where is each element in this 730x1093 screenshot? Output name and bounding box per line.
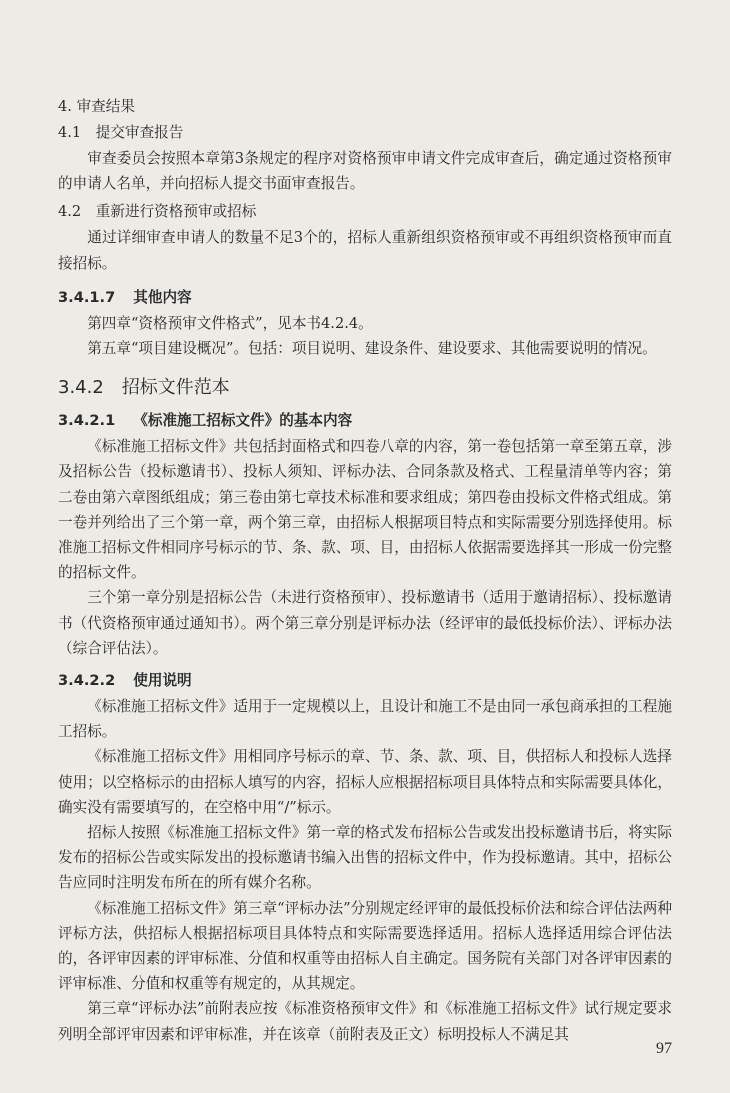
heading-number: 3.4.1.7: [58, 288, 116, 306]
heading-number: 3.4.2.1: [58, 412, 116, 430]
page-number: 97: [656, 1040, 672, 1057]
heading-number: 3.4.2: [58, 377, 104, 399]
section-4-2-body: 通过详细审查申请人的数量不足3个的，招标人重新组织资格预审或不再组织资格预审而直接招标。: [58, 229, 672, 272]
section-4-2-heading: 4.2 重新进行资格预审或招标: [58, 203, 257, 221]
paragraph: 第三章“评标办法”前附表应按《标准资格预审文件》和《标准施工招标文件》试行规定要求列明全部评审因素和评审标准，并在该章（前附表及正文）标明投标人不满足其: [58, 1000, 672, 1043]
heading-number: 3.4.2.2: [58, 672, 116, 690]
paragraph: 第五章“项目建设概况”。包括：项目说明、建设条件、建设要求、其他需要说明的情况。: [87, 340, 657, 358]
section-4-heading: 4. 审查结果: [58, 98, 135, 115]
heading-title: 其他内容: [133, 288, 192, 306]
paragraph: 第四章“资格预审文件格式”，见本书4.2.4。: [87, 314, 373, 332]
heading-3-4-2: [58, 373, 672, 399]
section-4-1-body: 审查委员会按照本章第3条规定的程序对资格预审申请文件完成审查后，确定通过资格预审的申请人名单，并向招标人提交书面审查报告。: [58, 150, 672, 193]
paragraph: 三个第一章分别是招标公告（未进行资格预审）、投标邀请书（适用于邀请招标）、投标邀请书（代资格预审通过通知书）。两个第三章分别是评标办法（经评审的最低投标价法）、评标办法（综合评估法）。: [58, 589, 672, 657]
paragraph: 《标准施工招标文件》共包括封面格式和四卷八章的内容，第一卷包括第一章至第五章，涉及招标公告（投标邀请书）、投标人须知、评标办法、合同条款及格式、工程量清单等内容；第二卷由第六章图纸组成；第三卷由第七章技术标准和要求组成；第四卷由投标文件格式组成。第一卷并列给出了三个第一章，两个第三章，由招标人根据项目特点和实际需要分别选择使用。标准施工招标文件相同序号标示的节、条、款、项、目，由招标人依据需要选择其一形成一份完整的招标文件。: [58, 438, 672, 582]
paragraph: 《标准施工招标文件》第三章“评标办法”分别规定经评审的最低投标价法和综合评估法两种评标方法，供招标人根据招标项目具体特点和实际需要选择适用。招标人选择适用综合评估法的，各评审因素的评审标准、分值和权重等由招标人自主确定。国务院有关部门对各评审因素的评审标准、分值和权重等有规定的，从其规定。: [58, 899, 672, 993]
heading-3-4-1-7: [58, 286, 672, 307]
heading-title: 招标文件范本: [121, 377, 230, 399]
paragraph: 《标准施工招标文件》适用于一定规模以上，且设计和施工不是由同一承包商承担的工程施工招标。: [58, 698, 672, 741]
heading-title: 《标准施工招标文件》的基本内容: [133, 412, 353, 430]
heading-3-4-2-2: [58, 669, 672, 690]
heading-3-4-2-1: [58, 409, 672, 430]
heading-title: 使用说明: [133, 672, 192, 690]
paragraph: 招标人按照《标准施工招标文件》第一章的格式发布招标公告或发出投标邀请书后，将实际发布的招标公告或实际发出的投标邀请书编入出售的招标文件中，作为投标邀请。其中，招标公告应同时注明发布所在的所有媒介名称。: [58, 824, 672, 892]
section-4-1-heading: 4.1 提交审查报告: [58, 124, 184, 141]
paragraph: 《标准施工招标文件》用相同序号标示的章、节、条、款、项、目，供招标人和投标人选择使用；以空格标示的由招标人填写的内容，招标人应根据招标项目具体特点和实际需要具体化，确实没有需要填写的，在空格中用“/”标示。: [58, 748, 672, 816]
